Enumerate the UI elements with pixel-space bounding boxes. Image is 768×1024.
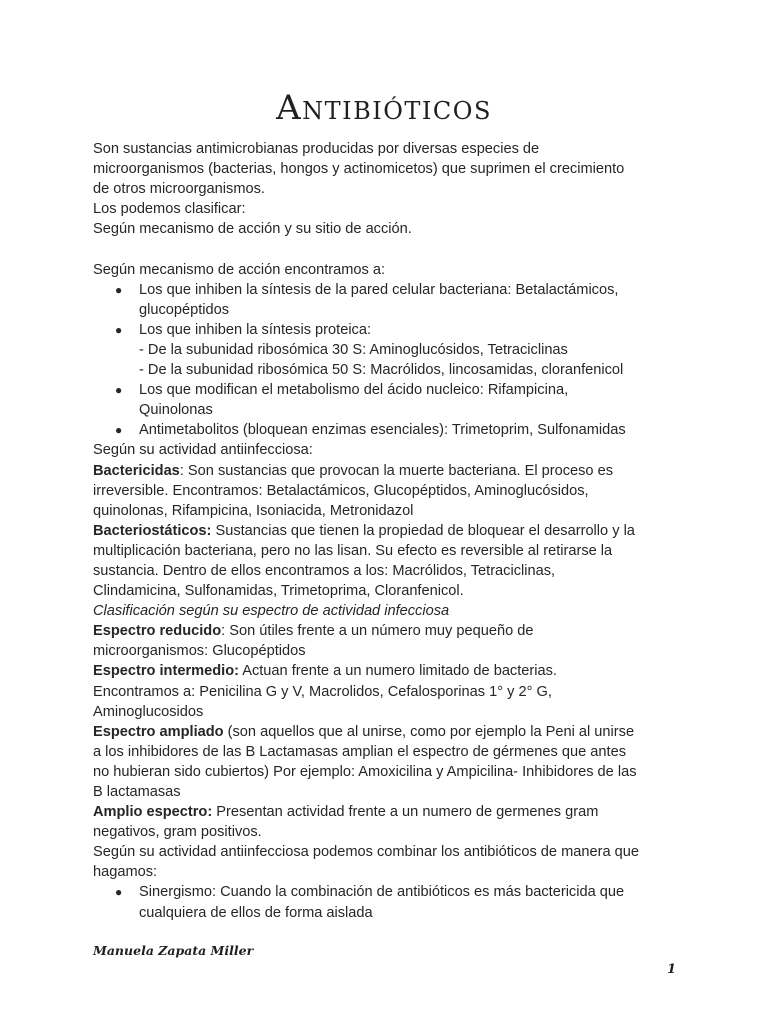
bullet-icon: ● (115, 322, 123, 337)
paragraph-line: B lactamasas (93, 784, 181, 800)
amplio-espectro-paragraph (93, 802, 703, 822)
list-item (93, 280, 703, 300)
intro-line: Según mecanismo de acción y su sitio de acción. (93, 221, 412, 238)
term-amplio-espectro: Amplio espectro: (93, 804, 213, 821)
definition-text: Sustancias que tienen la propiedad de bloquear el desarrollo y la (211, 522, 635, 539)
paragraph-line: Aminoglucosidos (93, 703, 204, 720)
list-item-text: Antimetabolitos (bloquean enzimas esenciales): Trimetoprim, Sulfonamidas (139, 422, 626, 439)
bullet-icon: ● (115, 383, 123, 398)
bactericidas-paragraph (93, 461, 703, 481)
paragraph-line: multiplicación bacteriana, pero no las lisan. Su efecto es reversible al retirarse la (93, 542, 613, 559)
document-body (93, 139, 703, 923)
definition-text: Presentan actividad frente a un numero de germenes gram (212, 804, 599, 821)
paragraph-line: Clindamicina, Sulfonamidas, Trimetoprima, Cloranfenicol. (93, 583, 464, 600)
page-number: 1 (667, 962, 677, 977)
spectrum-heading: Clasificación según su espectro de actividad infecciosa (93, 603, 450, 620)
paragraph-line: quinolonas, Rifampicina, Isoniacida, Metronidazol (93, 502, 414, 519)
paragraph-line: a los inhibidores de las B Lactamasas amplian el espectro de gérmenes que antes (93, 743, 626, 760)
term-espectro-reducido: Espectro reducido (93, 623, 222, 640)
definition-text: (son aquellos que al unirse, como por ejemplo la Peni al unirse (223, 723, 635, 740)
term-bactericidas: Bactericidas (93, 462, 180, 479)
list-item-continuation: glucopéptidos (139, 301, 230, 318)
bacteriostaticos-paragraph (93, 521, 703, 541)
paragraph-line: no hubieran sido cubiertos) Por ejemplo: Amoxicilina y Ampicilina- Inhibidores de las (93, 763, 637, 780)
bullet-icon: ● (115, 282, 123, 297)
list-item (93, 420, 703, 440)
paragraph-line: Según su actividad antiinfecciosa podemos combinar los antibióticos de manera que (93, 844, 639, 861)
paragraph-line: microorganismos: Glucopéptidos (93, 643, 306, 660)
list-item-text: Sinergismo: Cuando la combinación de antibióticos es más bactericida que (139, 884, 625, 901)
intro-line: Son sustancias antimicrobianas producidas por diversas especies de (93, 141, 540, 157)
espectro-ampliado-paragraph (93, 722, 703, 742)
espectro-intermedio-paragraph (93, 661, 703, 681)
term-espectro-intermedio: Espectro intermedio: (93, 663, 239, 680)
list-item-text: Los que inhiben la síntesis proteica: (139, 321, 372, 338)
sub-item: - De la subunidad ribosómica 50 S: Macrólidos, lincosamidas, cloranfenicol (139, 362, 624, 379)
author-signature: Manuela Zapata Miller (93, 943, 254, 958)
definition-text: : Son útiles frente a un número muy pequeño de (221, 623, 534, 640)
list-item-continuation: Quinolonas (139, 402, 213, 419)
paragraph-line: hagamos: (93, 864, 158, 881)
espectro-reducido-paragraph (93, 621, 703, 641)
paragraph-line: sustancia. Dentro de ellos encontramos a los: Macrólidos, Tetraciclinas, (93, 562, 556, 579)
list-item (93, 380, 703, 400)
bullet-icon: ● (115, 423, 123, 438)
page-title: Antibióticos (276, 88, 492, 128)
paragraph-line: irreversible. Encontramos: Betalactámicos, Glucopéptidos, Aminoglucósidos, (93, 482, 589, 499)
bullet-icon: ● (115, 885, 123, 900)
blank-line (93, 239, 703, 259)
list-item-text: Los que inhiben la síntesis de la pared celular bacteriana: Betalactámicos, (139, 281, 619, 298)
list-item-text: Los que modifican el metabolismo del ácido nucleico: Rifampicina, (139, 382, 569, 399)
sub-item: - De la subunidad ribosómica 30 S: Aminoglucósidos, Tetraciclinas (139, 341, 568, 358)
list-item (93, 882, 703, 902)
intro-line: microorganismos (bacterias, hongos y actinomicetos) que suprimen el crecimiento (93, 161, 625, 178)
term-espectro-ampliado: Espectro ampliado (93, 723, 224, 740)
list-item (93, 320, 703, 340)
definition-text: Actuan frente a un numero limitado de bacterias. (238, 663, 557, 680)
activity-heading: Según su actividad antiinfecciosa: (93, 442, 313, 459)
definition-text: : Son sustancias que provocan la muerte bacteriana. El proceso es (179, 462, 614, 479)
paragraph-line: negativos, gram positivos. (93, 824, 262, 841)
paragraph-line: Encontramos a: Penicilina G y V, Macrolidos, Cefalosporinas 1° y 2° G, (93, 683, 552, 700)
list-item-continuation: cualquiera de ellos de forma aislada (139, 904, 373, 921)
intro-line: de otros microorganismos. (93, 181, 265, 198)
intro-line: Los podemos clasificar: (93, 201, 246, 218)
term-bacteriostaticos: Bacteriostáticos: (93, 522, 212, 539)
mechanism-heading: Según mecanismo de acción encontramos a: (93, 261, 386, 278)
